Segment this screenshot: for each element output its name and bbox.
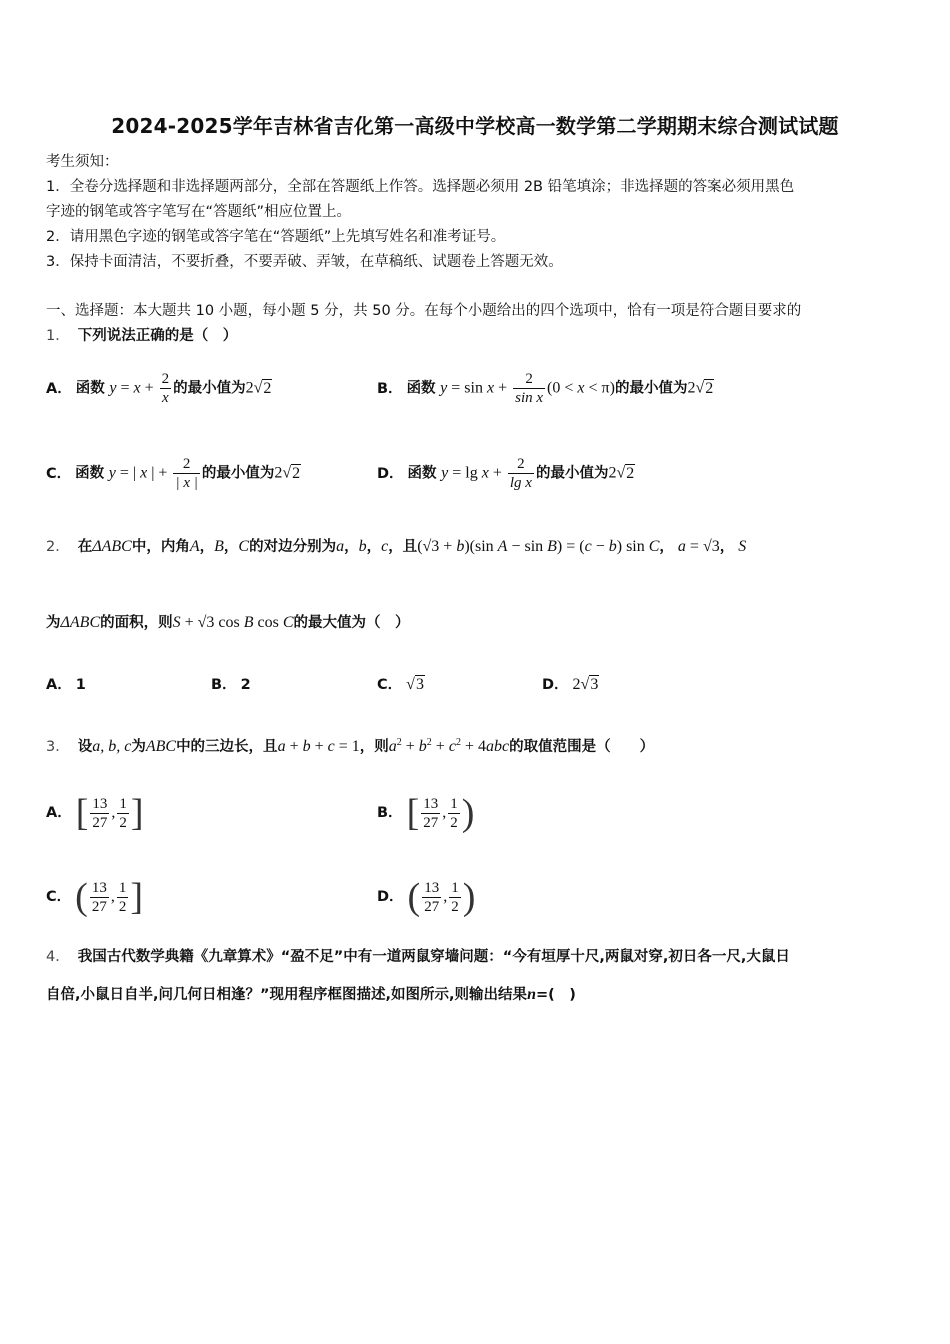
question-number: 1．: [46, 328, 70, 344]
question-2-line-1: 2． 在ΔABC中，内角A，B，C的对边分别为a，b，c，且(√3 + b)(sin A − sin B) = (c − b) sin C， a = √3， S: [46, 538, 747, 555]
q3-option-a[interactable]: A． [ $\frac{13}{27}$ , $\frac{1}{2}$ ]: [46, 792, 144, 834]
question-text: 下列说法正确的是（ ）: [77, 328, 238, 344]
q1-option-a[interactable]: A． 函数 y = x + $\frac{2}{x}$ 的最小值为2√2: [46, 371, 272, 406]
notice-item-1a: 1．全卷分选择题和非选择题两部分，全部在答题纸上作答。选择题必须用 2B 铅笔填涂；非选择题的答案必须用黑色: [46, 179, 795, 195]
section-1-heading: 一、选择题：本大题共 10 小题，每小题 5 分，共 50 分。在每个小题给出的四个选项中，恰有一项是符合题目要求的: [46, 303, 802, 319]
notice-item-2: 2．请用黑色字迹的钢笔或答字笔在“答题纸”上先填写姓名和准考证号。: [46, 229, 506, 245]
q1-option-d[interactable]: D． 函数 y = lg x + $\frac{2}{\text{lg x}}$ 的最小值为2√2: [377, 456, 635, 491]
q2-option-c[interactable]: C． √3: [377, 676, 424, 693]
q3-option-d[interactable]: D． ( $\frac{13}{27}$ , $\frac{1}{2}$ ): [377, 876, 476, 918]
q2-option-d[interactable]: D． 2√3: [542, 676, 599, 693]
page-title: 2024-2025学年吉林省吉化第一高级中学校高一数学第二学期期末综合测试试题: [111, 114, 839, 138]
q1-option-b[interactable]: B． 函数 y = sin x + $\frac{2}{\text{sin x}}$ (0 < x < π)的最小值为2√2: [377, 371, 714, 406]
q3-option-c[interactable]: C． ( $\frac{13}{27}$ , $\frac{1}{2}$ ]: [46, 876, 143, 918]
notice-heading: 考生须知：: [46, 154, 119, 170]
notice-item-3: 3．保持卡面清洁，不要折叠，不要弄破、弄皱，在草稿纸、试题卷上答题无效。: [46, 254, 563, 270]
question-3: 3． 设a, b, c为ABC中的三边长，且a + b + c = 1，则$a^2 + b^2 + c^2 + 4abc$的取值范围是（ ）: [46, 737, 655, 755]
question-4-line-2: 自倍,小鼠日自半,问几何日相逢？”现用程序框图描述,如图所示,则输出结果n=( ): [46, 986, 576, 1003]
q3-option-b[interactable]: B． [ $\frac{13}{27}$ , $\frac{1}{2}$ ): [377, 792, 475, 834]
question-1: [46, 325, 237, 347]
q2-option-a[interactable]: A． 1: [46, 677, 86, 693]
q2-option-b[interactable]: B． 2: [211, 677, 251, 693]
q1-option-c[interactable]: C． 函数 y = | x | + $\frac{2}{| x |}$ 的最小值为2√2: [46, 456, 301, 491]
notice-item-1b: 字迹的钢笔或答字笔写在“答题纸”相应位置上。: [46, 204, 352, 220]
question-4-line-1: 4． 我国古代数学典籍《九章算术》“盈不足”中有一道两鼠穿墙问题：“今有垣厚十尺,两鼠对穿,初日各一尺,大鼠日: [46, 949, 790, 965]
question-2-line-2: 为ΔABC的面积，则S + √3 cos B cos C的最大值为（ ）: [46, 614, 410, 631]
